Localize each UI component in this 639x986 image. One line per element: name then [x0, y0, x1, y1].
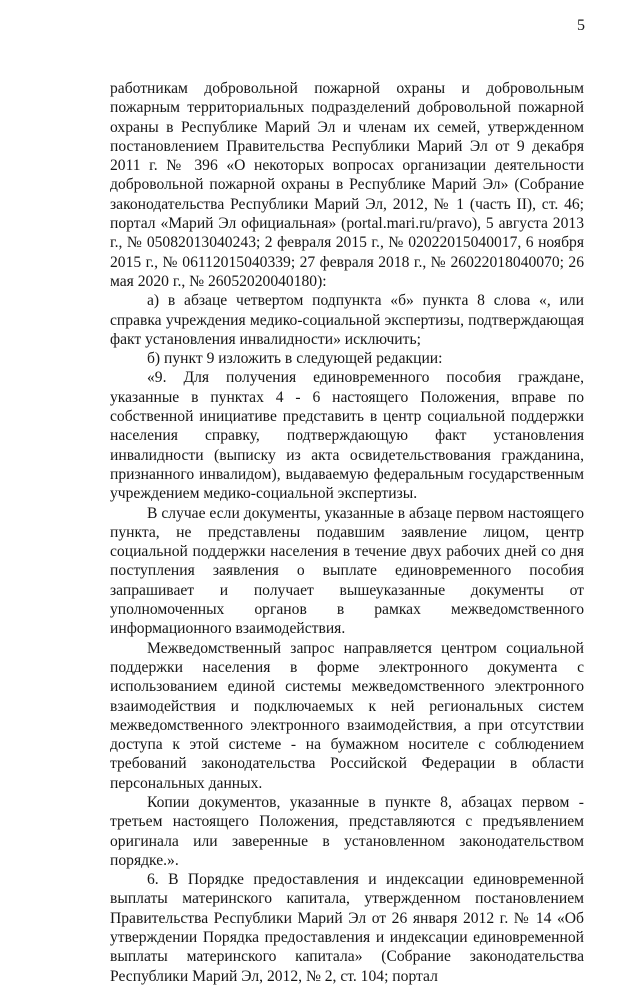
paragraph-3: б) пункт 9 изложить в следующей редакции:	[147, 350, 443, 368]
paragraph-8: 6. В Порядке предоставления и индексации единовременной выплаты материнского капитала, утвержденном постановлением Правительства Республики Марий Эл от 26 января 2012 г. № 14 «Об утверждении Порядка предоставления и индексации единовременной выплаты материнского капитала» (Собрание законодательства Республики Марий Эл, 2012, № 2, ст. 104; портал	[110, 871, 584, 985]
paragraph-1: работникам добровольной пожарной охраны и добровольным пожарным территориальных подразделений добровольной пожарной охраны в Республике Марий Эл и членам их семей, утвержденном постановлением Правительства Республики Марий Эл от 9 декабря 2011 г. № 396 «О некоторых вопросах организации деятельности добровольной пожарной охраны в Республике Марий Эл» (Собрание законодательства Республики Марий Эл, 2012, № 1 (часть II), ст. 46; портал «Марий Эл официальная» (portal.mari.ru/pravo), 5 августа 2013 г., № 05082013040243; 2 февраля 2015 г., № 02022015040017, 6 ноября 2015 г., № 06112015040339; 27 февраля 2018 г., № 26022018040070; 26 мая 2020 г., № 26052020040180):	[110, 80, 584, 290]
paragraph-6: Межведомственный запрос направляется центром социальной поддержки населения в форме электронного документа с использованием единой системы межведомственного электронного взаимодействия и подключаемых к ней региональных систем межведомственного электронного взаимодействия, а при отсутствии доступа к этой системе - на бумажном носителе с соблюдением требований законодательства Российской Федерации в области персональных данных.	[110, 639, 584, 792]
document-body	[110, 79, 584, 986]
paragraph-5: В случае если документы, указанные в абзаце первом настоящего пункта, не представлены подавшим заявление лицом, центр социальной поддержки населения в течение двух рабочих дней со дня поступления заявления о выплате единовременного пособия запрашивает и получает вышеуказанные документы от уполномоченных органов в рамках межведомственного информационного взаимодействия.	[110, 504, 584, 638]
page-number: 5	[577, 17, 585, 34]
paragraph-7: Копии документов, указанные в пункте 8, абзацах первом - третьем настоящего Положения, представляются с предъявлением оригинала или заверенные в установленном законодательством порядке.».	[110, 793, 584, 869]
paragraph-2: а) в абзаце четвертом подпункта «б» пункта 8 слова «, или справка учреждения медико-социальной экспертизы, подтверждающая факт установления инвалидности» исключить;	[110, 292, 584, 348]
paragraph-4: «9. Для получения единовременного пособия граждане, указанные в пунктах 4 - 6 настоящего Положения, вправе по собственной инициативе представить в центр социальной поддержки населения справку, подтверждающую факт установления инвалидности (выписку из акта освидетельствования гражданина, признанного инвалидом), выдаваемую федеральным государственным учреждением медико-социальной экспертизы.	[110, 369, 584, 503]
